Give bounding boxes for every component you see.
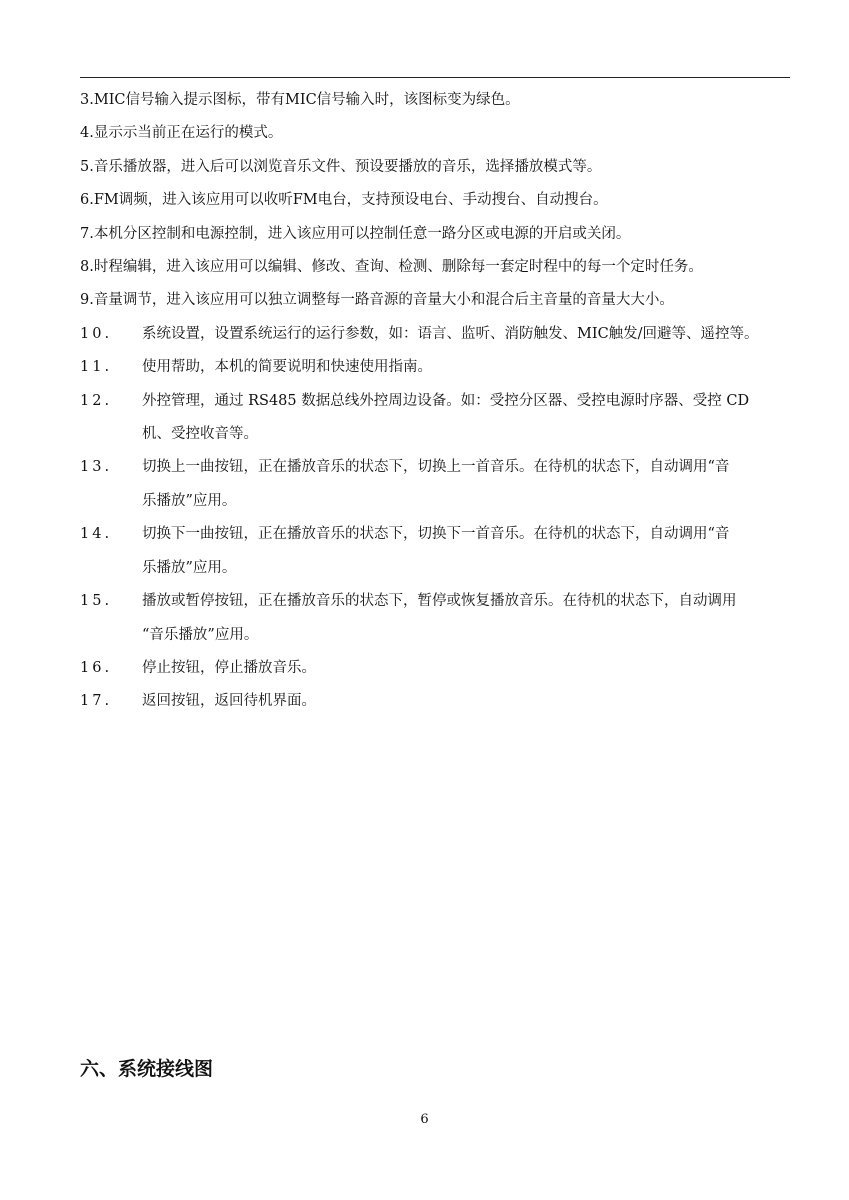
item-number: 12. xyxy=(80,392,113,409)
list-item xyxy=(80,218,792,251)
item-text: 音量调节，进入该应用可以独立调整每一路音源的音量大小和混合后主音量的音量大大小。 xyxy=(93,292,674,309)
item-list xyxy=(80,84,792,719)
page-number: 6 xyxy=(420,1112,429,1127)
list-item xyxy=(80,585,792,652)
item-text: 使用帮助，本机的简要说明和快速使用指南。 xyxy=(142,359,432,376)
list-item xyxy=(80,117,792,150)
item-number: 13. xyxy=(80,459,113,476)
item-number: 4. xyxy=(80,125,94,142)
item-text: MIC信号输入提示图标，带有MIC信号输入时，该图标变为绿色。 xyxy=(93,92,520,108)
item-text: 音乐播放器，进入后可以浏览音乐文件、预设要播放的音乐，选择播放模式等。 xyxy=(93,158,602,175)
item-number: 7. xyxy=(80,225,94,242)
item-number: 11. xyxy=(80,359,113,376)
item-text: 播放或暂停按钮，正在播放音乐的状态下，暂停或恢复播放音乐。在待机的状态下，自动调用 xyxy=(142,593,737,610)
list-item xyxy=(80,184,792,217)
list-item xyxy=(80,351,792,384)
list-item xyxy=(80,385,792,452)
list-item xyxy=(80,251,792,284)
list-item xyxy=(80,518,792,585)
item-text: 停止按钮，停止播放音乐。 xyxy=(142,659,316,676)
item-text: 本机分区控制和电源控制，进入该应用可以控制任意一路分区或电源的开启或关闭。 xyxy=(93,225,631,242)
item-number: 6. xyxy=(80,192,94,209)
section-title: 六、系统接线图 xyxy=(80,1058,214,1080)
list-item xyxy=(80,685,792,718)
item-number: 14. xyxy=(80,526,113,543)
item-text-continuation: “音乐播放”应用。 xyxy=(142,626,259,643)
list-item xyxy=(80,451,792,518)
item-text: 切换下一曲按钮，正在播放音乐的状态下，切换下一首音乐。在待机的状态下，自动调用“音 xyxy=(142,526,730,543)
item-text-continuation: 机、受控收音等。 xyxy=(142,426,258,443)
item-number: 16. xyxy=(80,659,113,676)
list-item xyxy=(80,318,792,351)
item-text-continuation: 乐播放”应用。 xyxy=(142,559,237,576)
top-rule xyxy=(80,77,790,78)
item-text: 返回按钮，返回待机界面。 xyxy=(142,693,316,710)
item-text: 系统设置，设置系统运行的运行参数，如：语言、监听、消防触发、MIC触发/回避等、遥控等。 xyxy=(142,325,759,342)
item-number: 17. xyxy=(80,693,113,710)
item-text: FM调频，进入该应用可以收听FM电台，支持预设电台、手动搜台、自动搜台。 xyxy=(93,192,608,209)
list-item xyxy=(80,84,792,117)
list-item xyxy=(80,284,792,317)
list-item xyxy=(80,151,792,184)
item-number: 10. xyxy=(80,325,113,342)
item-text: 切换上一曲按钮，正在播放音乐的状态下，切换上一首音乐。在待机的状态下，自动调用“音 xyxy=(142,459,730,476)
item-number: 9. xyxy=(80,292,94,309)
list-item xyxy=(80,652,792,685)
item-text: 外控管理，通过 RS485 数据总线外控周边设备。如：受控分区器、受控电源时序器、受控 CD xyxy=(142,392,750,409)
item-number: 3. xyxy=(80,92,94,108)
item-text: 时程编辑，进入该应用可以编辑、修改、查询、检测、删除每一套定时程中的每一个定时任务。 xyxy=(93,259,703,276)
item-number: 5. xyxy=(80,158,94,175)
item-text: 显示示当前正在运行的模式。 xyxy=(93,125,283,142)
item-text-continuation: 乐播放”应用。 xyxy=(142,492,237,509)
item-number: 8. xyxy=(80,259,94,276)
item-number: 15. xyxy=(80,593,113,610)
